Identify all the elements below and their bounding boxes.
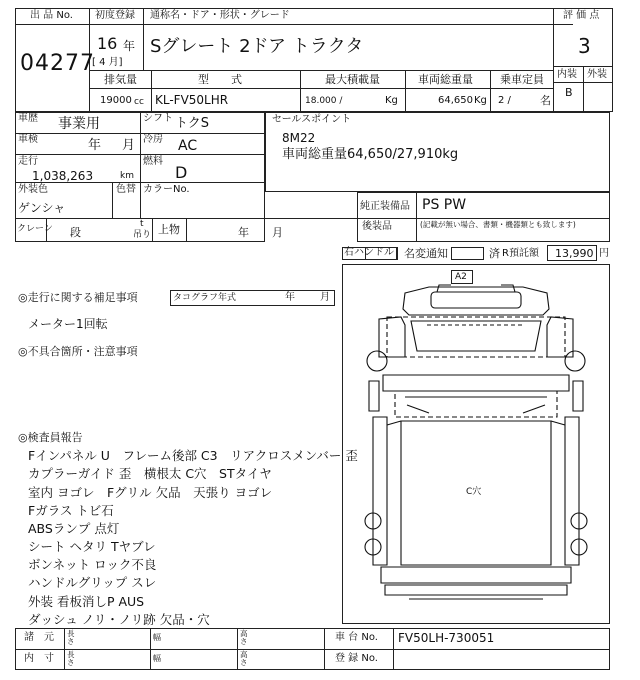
crane-hook: 吊り: [133, 230, 152, 240]
equipment-value: PS PW: [422, 197, 467, 213]
gross-weight-unit: Kg: [474, 95, 487, 106]
color-label: 外装色: [18, 184, 48, 195]
name-change-box: [451, 247, 484, 260]
vehicle-diagram: [342, 264, 610, 624]
report-line: ハンドルグリップ スレ: [28, 575, 157, 590]
inspection-month-unit: 月: [122, 138, 136, 153]
gross-weight-label: 車両総重量: [418, 73, 473, 86]
mileage-label: 走行: [18, 156, 38, 167]
first-reg-label: 初度登録: [95, 10, 135, 21]
sales-point-line2: 車両総重量64,650/27,910kg: [282, 147, 459, 162]
report-line: ダッシュ ノリ・ノリ跡 欠品・穴: [28, 612, 210, 627]
crane-stage: 段: [70, 226, 81, 239]
lift-label: 上物: [158, 223, 180, 236]
interior-grade: B: [565, 86, 573, 99]
truck-outline-drawing: [343, 265, 609, 623]
model-code: KL-FV50LHR: [155, 93, 229, 107]
inspection-label: 車検: [18, 134, 38, 145]
recycle-fee-label: R預託額: [502, 248, 539, 259]
report-line: Fインパネル U フレーム後部 C3 リアクロスメンバー 歪: [28, 448, 358, 463]
height-label-2: 高さ: [240, 650, 248, 667]
equipment-label: 純正装備品: [360, 201, 410, 212]
report-line: ボンネット ロック不良: [28, 557, 157, 572]
lift-month: 月: [272, 226, 283, 239]
ac-label: 冷房: [143, 134, 163, 145]
shift-value: トクS: [175, 116, 209, 131]
equipment-box: [357, 192, 610, 242]
report-line: カプラーガイド 歪 横根太 C穴 STタイヤ: [28, 466, 272, 481]
inspector-report-label: ◎検査員報告: [18, 431, 83, 444]
aftermarket-note: (記載が無い場合、書類・機器類とも致します): [420, 220, 576, 229]
color-no-label: カラーNo.: [143, 184, 190, 195]
tachograph-month: 月: [320, 292, 330, 303]
crane-label: クレーン: [17, 224, 53, 234]
reg-year: 16: [97, 34, 118, 53]
model-name: Sグレート 2ドア トラクタ: [150, 36, 364, 57]
capacity-unit: 名: [540, 94, 551, 107]
report-line: 外装 看板消しP AUS: [28, 594, 145, 609]
inspection-year-unit: 年: [88, 138, 102, 153]
fuel-label: 燃料: [143, 156, 163, 167]
history-value: 事業用: [58, 116, 100, 132]
reg-month: [ 4 月]: [92, 57, 123, 68]
report-line: 室内 ヨゴレ Fグリル 欠品 天張り ヨゴレ: [28, 485, 273, 500]
gross-weight-value: 64,650: [438, 95, 473, 106]
width-label-2: 幅: [153, 654, 161, 663]
lift-year: 年: [238, 226, 249, 239]
fuel-value: D: [175, 163, 188, 182]
width-label: 幅: [153, 633, 161, 642]
name-change-label: 名変通知: [404, 247, 448, 260]
color-change-label: 色替: [116, 184, 136, 195]
driving-notes-label: ◎走行に関する補足事項: [18, 291, 138, 304]
displacement-label: 排気量: [104, 73, 137, 86]
aftermarket-label: 後装品: [362, 221, 392, 232]
recycle-fee-unit: 円: [599, 248, 609, 259]
capacity-label: 乗車定員: [500, 73, 544, 86]
dims-label: 諸 元: [24, 632, 54, 643]
type-label: 型 式: [198, 73, 242, 86]
displacement-value: 19000: [100, 95, 132, 106]
grade-label: 評 価 点: [563, 10, 600, 21]
interior-dims-label: 内 寸: [24, 653, 54, 664]
max-load-label: 最大積載量: [325, 73, 380, 86]
grade-value: 3: [578, 34, 591, 58]
sales-point-label: セールスポイント: [272, 114, 352, 125]
sales-point-line1: 8M22: [282, 131, 316, 145]
damage-marker-a2: A2: [455, 272, 467, 282]
mileage-unit: km: [120, 171, 134, 181]
mileage-value: 1,038,263: [32, 169, 94, 183]
recycle-fee: 13,990: [555, 247, 594, 260]
height-label: 高さ: [240, 629, 248, 646]
driving-note: メーター1回転: [28, 317, 108, 331]
defects-label: ◎不具合箇所・注意事項: [18, 345, 138, 358]
report-line: シート ヘタリ Tヤブレ: [28, 539, 156, 554]
capacity-value: 2 /: [498, 95, 511, 106]
shift-label: シフト: [143, 113, 173, 124]
damage-marker-c: C穴: [466, 487, 482, 497]
lot-number: 04277: [20, 51, 95, 76]
registration-label: 登 録 No.: [335, 653, 378, 664]
reg-year-unit: 年: [123, 39, 136, 53]
history-label: 車歴: [18, 113, 38, 124]
max-load-unit: Kg: [385, 95, 398, 106]
chassis-label: 車 台 No.: [335, 632, 378, 643]
rhd-label: 右ハンドル: [344, 247, 394, 258]
crane-ton: t: [140, 219, 144, 229]
length-label-2: 長さ: [67, 650, 75, 667]
interior-grade-label: 内装: [557, 69, 577, 80]
recycle-label: 済: [489, 247, 500, 260]
report-line: Fガラス トビ石: [28, 503, 114, 518]
tachograph-year: 年: [285, 292, 295, 303]
displacement-unit: cc: [134, 97, 144, 107]
ac-value: AC: [178, 138, 198, 154]
color-value: ゲンシャ: [18, 201, 66, 215]
max-load-value: 18.000 /: [305, 96, 343, 106]
chassis-number: FV50LH-730051: [398, 631, 495, 645]
length-label: 長さ: [67, 629, 75, 646]
report-line: ABSランプ 点灯: [28, 521, 120, 536]
model-name-label: 通称名・ドア・形状・グレード: [150, 10, 290, 21]
lot-label: 出 品 No.: [30, 10, 73, 21]
exterior-grade-label: 外装: [587, 69, 607, 80]
tachograph-label: タコグラフ年式: [173, 293, 237, 303]
